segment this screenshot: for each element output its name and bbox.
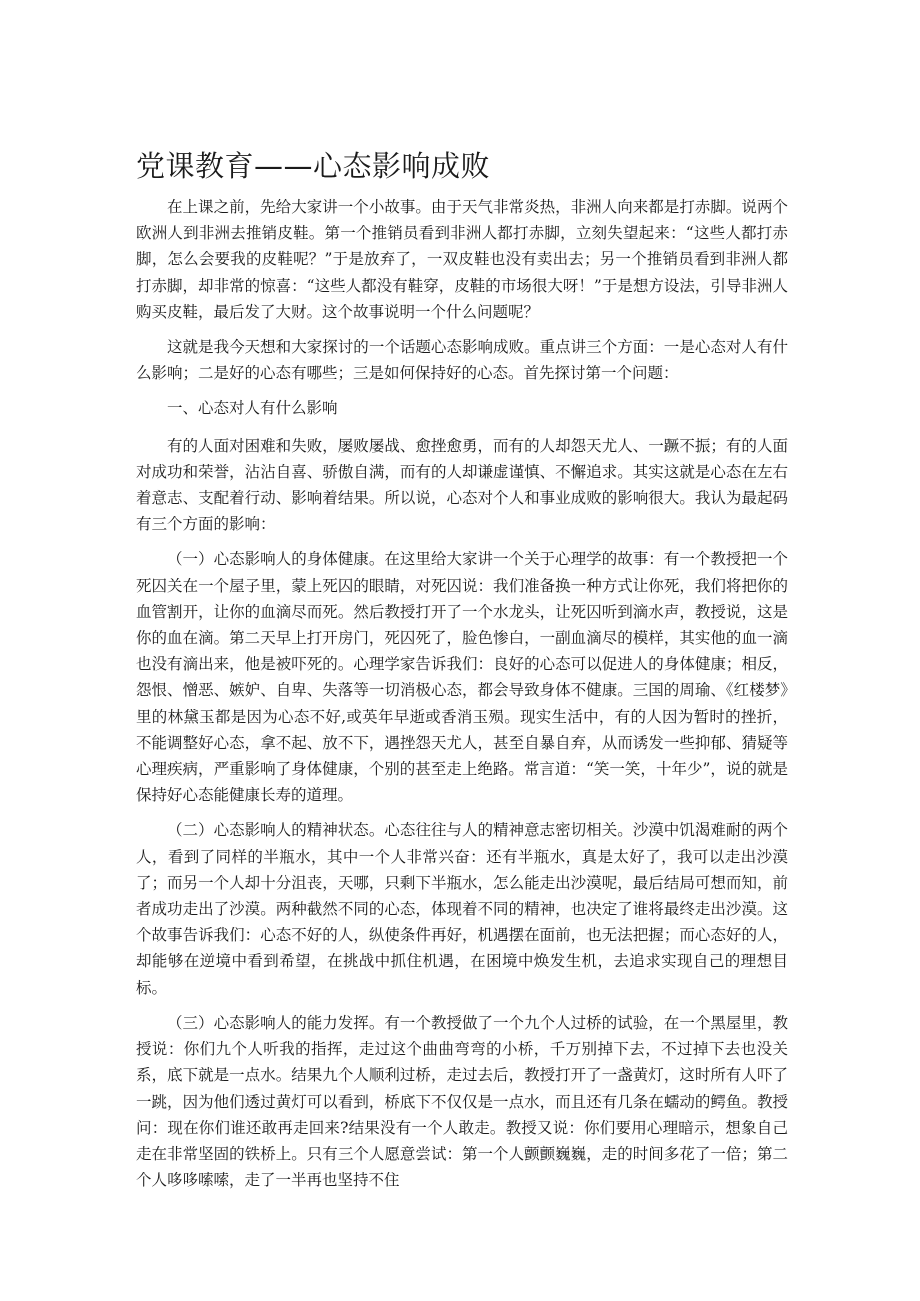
paragraph-point-ability: （三）心态影响人的能力发挥。有一个教授做了一个九个人过桥的试验，在一个黑屋里，教授说：你们九个人听我的指挥，走过这个曲曲弯弯的小桥，千万别掉下去，不过掉下去也没关系，底下就是一点水。结果九个人顺利过桥，走过去后，教授打开了一盏黄灯，这时所有人吓了一跳，因为他们透过黄灯可以看到，桥底下不仅仅是一点水，而且还有几条在蠕动的鳄鱼。教授问：现在你们谁还敢再走回来?结果没有一个人敢走。教授又说：你们要用心理暗示，想象自己走在非常坚固的铁桥上。只有三个人愿意尝试：第一个人颤颤巍巍，走的时间多花了一倍；第二个人哆哆嗦嗦，走了一半再也坚持不住 [136, 1013, 788, 1190]
section-heading-1: 一、心态对人有什么影响 [167, 399, 338, 418]
paragraph-mindset-influence: 有的人面对困难和失败，屡败屡战、愈挫愈勇，而有的人却怨天尤人、一蹶不振；有的人面对成功和荣誉，沾沾自喜、骄傲自满，而有的人却谦虚谨慎、不懈追求。其实这就是心态在左右着意志、支配着行动、影响着结果。所以说，心态对个人和事业成败的影响很大。我认为最起码有三个方面的影响： [136, 436, 788, 534]
paragraph-point-spirit: （二）心态影响人的精神状态。心态往往与人的精神意志密切相关。沙漠中饥渴难耐的两个人，看到了同样的半瓶水，其中一个人非常兴奋：还有半瓶水，真是太好了，我可以走出沙漠了；而另一个人却十分沮丧，天哪，只剩下半瓶水，怎么能走出沙漠呢，最后结局可想而知，前者成功走出了沙漠。两种截然不同的心态，体现着不同的精神，也决定了谁将最终走出沙漠。这个故事告诉我们：心态不好的人，纵使条件再好，机遇摆在面前，也无法把握；而心态好的人，却能够在逆境中看到希望，在挑战中抓住机遇，在困境中焕发生机，去追求实现自己的理想目标。 [136, 821, 788, 997]
paragraph-point-health: （一）心态影响人的身体健康。在这里给大家讲一个关于心理学的故事：有一个教授把一个死囚关在一个屋子里，蒙上死囚的眼睛，对死囚说：我们准备换一种方式让你死，我们将把你的血管割开，让你的血滴尽而死。然后教授打开了一个水龙头，让死囚听到滴水声，教授说，这是你的血在滴。第二天早上打开房门，死囚死了，脸色惨白，一副血滴尽的模样，其实他的血一滴也没有滴出来，他是被吓死的。心理学家告诉我们：良好的心态可以促进人的身体健康；相反，怨恨、憎恶、嫉妒、自卑、失落等一切消极心态，都会导致身体不健康。三国的周瑜、《红楼梦》里的林黛玉都是因为心态不好,或英年早逝或香消玉殒。现实生活中，有的人因为暂时的挫折，不能调整好心态，拿不起、放不下，遇挫怨天尤人，甚至自暴自弃，从而诱发一些抑郁、猜疑等心理疾病，严重影响了身体健康，个别的甚至走上绝路。常言道：“笑一笑，十年少”，说的就是保持好心态能健康长寿的道理。 [136, 550, 788, 805]
paragraph-intro-story: 在上课之前，先给大家讲一个小故事。由于天气非常炎热，非洲人向来都是打赤脚。说两个欧洲人到非洲去推销皮鞋。第一个推销员看到非洲人都打赤脚，立刻失望起来：“这些人都打赤脚，怎么会要我的皮鞋呢？”于是放弃了，一双皮鞋也没有卖出去；另一个推销员看到非洲人都打赤脚，却非常的惊喜：“这些人都没有鞋穿，皮鞋的市场很大呀！”于是想方设法，引导非洲人购买皮鞋，最后发了大财。这个故事说明一个什么问题呢？ [136, 198, 788, 321]
document-body [136, 194, 788, 1202]
document-title: 党课教育——心态影响成败 [136, 149, 491, 183]
paragraph-topic-overview: 这就是我今天想和大家探讨的一个话题心态影响成败。重点讲三个方面：一是心态对人有什么影响；二是好的心态有哪些；三是如何保持好的心态。首先探讨第一个问题： [136, 338, 788, 383]
